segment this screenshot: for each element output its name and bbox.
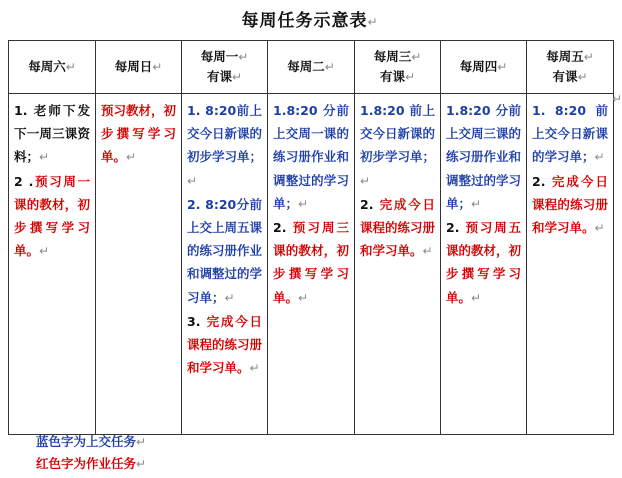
paragraph-mark-icon: ↵ (471, 196, 482, 211)
header-monday: 每周一↵ 有课↵ (182, 41, 268, 94)
cell-wednesday (355, 94, 441, 435)
legend-blue: 蓝色字为上交任务↵ (36, 434, 147, 449)
paragraph-mark-icon: ↵ (324, 60, 335, 74)
paragraph-mark-icon: ↵ (497, 60, 508, 74)
paragraph-mark-icon: ↵ (411, 50, 422, 64)
task-row (9, 94, 614, 435)
cell-tuesday (268, 94, 355, 435)
header-sunday: 每周日↵ (96, 41, 182, 94)
tue-item-1: 1.8:20 分前上交周一课的练习册作业和调整过的学习单； (273, 103, 349, 211)
sun-item-1: 预习教材，初步撰写学习单。 (101, 103, 177, 165)
cell-monday (182, 94, 268, 435)
paragraph-mark-icon: ↵ (594, 221, 605, 236)
header-tuesday: 每周二↵ (268, 41, 355, 94)
thu-item-1: 1.8:20 分前上交周三课的练习册作业和调整过的学习单； (446, 103, 522, 211)
mon-item-3-number: 3. (187, 313, 201, 329)
fri-item-2-number: 2. (532, 173, 546, 189)
tue-item-2-number: 2. (273, 220, 287, 236)
mon-item-2: 2. 8:20分前上交上周五课的练习册作业和调整过的学习单； (187, 196, 263, 305)
paragraph-mark-icon: ↵ (39, 150, 50, 165)
tue-item-2: 预习周三课的教材，初步撰写学习单。 (273, 220, 349, 305)
paragraph-mark-icon: ↵ (577, 70, 588, 84)
thu-item-2-number: 2. (446, 220, 460, 236)
paragraph-mark-icon: ↵ (594, 150, 605, 165)
fri-item-1: 1. 8:20 前上交今日新课的学习单； (532, 103, 608, 165)
mon-item-1: 1. 8:20前上交今日新课的初步学习单； (187, 103, 263, 165)
sat-item-1: 1. 老师下发下一周三课资料； (14, 103, 90, 165)
header-friday: 每周五↵ 有课↵ (527, 41, 614, 94)
paragraph-mark-icon: ↵ (298, 196, 309, 211)
header-saturday: 每周六↵ (9, 41, 96, 94)
paragraph-mark-icon: ↵ (404, 70, 416, 84)
paragraph-mark-icon: ↵ (238, 50, 249, 64)
paragraph-mark-icon: ↵ (136, 435, 147, 449)
paragraph-mark-icon: ↵ (471, 290, 482, 305)
row-end-mark-icon: ↵ (612, 92, 622, 106)
page-title: 每周任务示意表↵ (241, 11, 379, 31)
header-thursday: 每周四↵ (441, 41, 527, 94)
sat-item-2: 预习周一课的教材，初步撰写学习单。 (14, 173, 90, 259)
paragraph-mark-icon: ↵ (360, 173, 371, 188)
paragraph-mark-icon: ↵ (583, 50, 594, 64)
weekly-task-table (8, 40, 614, 435)
paragraph-mark-icon: ↵ (422, 244, 433, 259)
fri-item-2: 完成今日课程的练习册和学习单。 (532, 173, 608, 236)
paragraph-mark-icon: ↵ (39, 244, 50, 259)
paragraph-mark-icon: ↵ (224, 290, 235, 305)
cell-sunday (96, 94, 182, 435)
header-wednesday: 每周三↵ 有课↵ (355, 41, 441, 94)
wed-item-1: 1.8:20 前上交今日新课的初步学习单； (360, 103, 436, 165)
legend-red: 红色字为作业任务↵ (36, 456, 147, 471)
paragraph-mark-icon: ↵ (136, 457, 147, 471)
cell-thursday (441, 94, 527, 435)
sat-item-2-number: 2 . (14, 173, 34, 189)
wed-item-2-number: 2. (360, 196, 374, 212)
header-row (9, 41, 614, 94)
paragraph-mark-icon: ↵ (298, 290, 309, 305)
cell-friday (527, 94, 614, 435)
paragraph-mark-icon: ↵ (187, 173, 198, 188)
thu-item-2: 预习周五课的教材，初步撰写学习单。 (446, 220, 522, 305)
cell-saturday (9, 94, 96, 435)
paragraph-mark-icon: ↵ (152, 60, 163, 74)
mon-item-3: 完成今日课程的练习册和学习单。 (187, 313, 263, 376)
paragraph-mark-icon: ↵ (126, 150, 137, 165)
paragraph-mark-icon: ↵ (249, 361, 260, 376)
paragraph-mark-icon: ↵ (367, 15, 379, 29)
paragraph-mark-icon: ↵ (231, 70, 243, 84)
paragraph-mark-icon: ↵ (65, 60, 76, 74)
wed-item-2: 完成今日课程的练习册和学习单。 (360, 196, 436, 259)
